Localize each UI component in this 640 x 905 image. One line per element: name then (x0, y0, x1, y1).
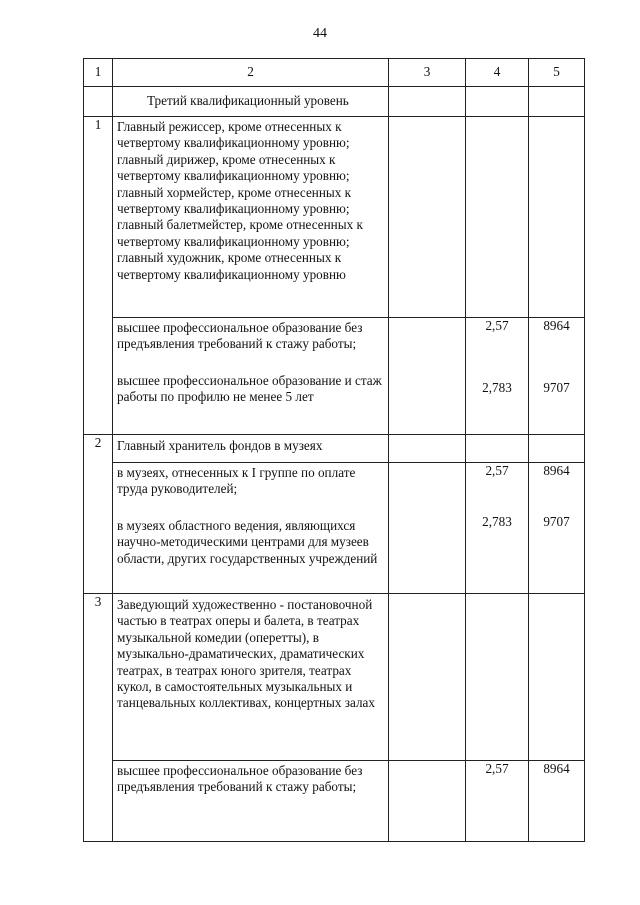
condition-text: высшее профессиональное образование без предъявления требований к стажу работы; (117, 320, 363, 352)
column-header-1: 1 (84, 59, 113, 87)
salary-cell (529, 761, 585, 842)
condition-text: высшее профессиональное образование без предъявления требований к стажу работы; (117, 763, 363, 795)
column-header-3: 3 (389, 59, 466, 87)
conditions-cell (113, 761, 389, 842)
conditions-cell (113, 318, 389, 435)
empty-cell (389, 117, 466, 318)
empty-cell (529, 594, 585, 761)
condition-text: в музеях, отнесенных к I группе по оплате труда руководителей; (117, 465, 356, 497)
salary-value: 9707 (543, 514, 570, 530)
qualification-level-title: Третий квалификационный уровень (113, 87, 389, 117)
level-empty-cell-3 (389, 87, 466, 117)
coefficient-cell (466, 761, 529, 842)
empty-cell (389, 761, 466, 842)
row-number: 2 (84, 435, 113, 594)
empty-cell (529, 435, 585, 463)
empty-cell (529, 117, 585, 318)
page-number: 44 (313, 26, 327, 41)
column-header-4: 4 (466, 59, 529, 87)
table-row (84, 761, 585, 842)
table-row (84, 117, 585, 318)
condition-text: высшее профессиональное образование и стаж работы по профилю не менее 5 лет (117, 372, 382, 405)
condition-text: в музеях областного ведения, являющихся научно-методическими центрами для музеев области, других государственных учреждений (117, 517, 378, 566)
table-header-row (84, 59, 585, 87)
empty-cell (466, 117, 529, 318)
level-empty-cell-5 (529, 87, 585, 117)
empty-cell (389, 435, 466, 463)
coefficient-value: 2,57 (485, 318, 509, 333)
coefficient-cell (466, 318, 529, 435)
position-title: Главный хранитель фондов в музеях (117, 438, 323, 453)
empty-cell (389, 318, 466, 435)
salary-value: 8964 (543, 761, 570, 776)
position-title: Главный режиссер, кроме отнесенных к четвертому квалификационному уровню; главный дирижер, кроме отнесенных к четвертому квалификационному уровню; главный хормейстер, кроме отнесенных к четвертому квалификационному уровню; главный балетмейстер, кроме отнесенных к четвертому квалификационному уровню; главный художник, кроме отнесенных к четвертому квалификационному уровню (117, 119, 363, 282)
salary-table (83, 58, 585, 842)
salary-value: 8964 (543, 318, 570, 333)
table-row (84, 435, 585, 463)
salary-value: 9707 (543, 380, 570, 396)
empty-cell (389, 463, 466, 594)
position-title: Заведующий художественно - постановочной частью в театрах оперы и балета, в театрах музыкальной комедии (оперетты), в музыкально-драматических, драматических театрах, в театрах юного зрителя, театрах кукол, в самостоятельных музыкальных и танцевальных коллективах, концертных залах (117, 597, 375, 711)
empty-cell (389, 594, 466, 761)
salary-cell (529, 318, 585, 435)
coefficient-value: 2,783 (482, 380, 512, 396)
conditions-cell (113, 463, 389, 594)
column-header-2: 2 (113, 59, 389, 87)
row-number: 3 (84, 594, 113, 842)
table-row (84, 318, 585, 435)
empty-cell (466, 435, 529, 463)
table-row (84, 463, 585, 594)
column-header-5: 5 (529, 59, 585, 87)
position-title-cell (113, 435, 389, 463)
coefficient-cell (466, 463, 529, 594)
level-empty-cell-1 (84, 87, 113, 117)
coefficient-value: 2,57 (485, 761, 509, 776)
coefficient-value: 2,57 (485, 463, 509, 478)
empty-cell (466, 594, 529, 761)
level-empty-cell-4 (466, 87, 529, 117)
salary-value: 8964 (543, 463, 570, 478)
position-title-cell (113, 117, 389, 318)
position-title-cell (113, 594, 389, 761)
row-number: 1 (84, 117, 113, 435)
salary-cell (529, 463, 585, 594)
coefficient-value: 2,783 (482, 514, 512, 530)
table-row (84, 594, 585, 761)
qualification-level-row (84, 87, 585, 117)
